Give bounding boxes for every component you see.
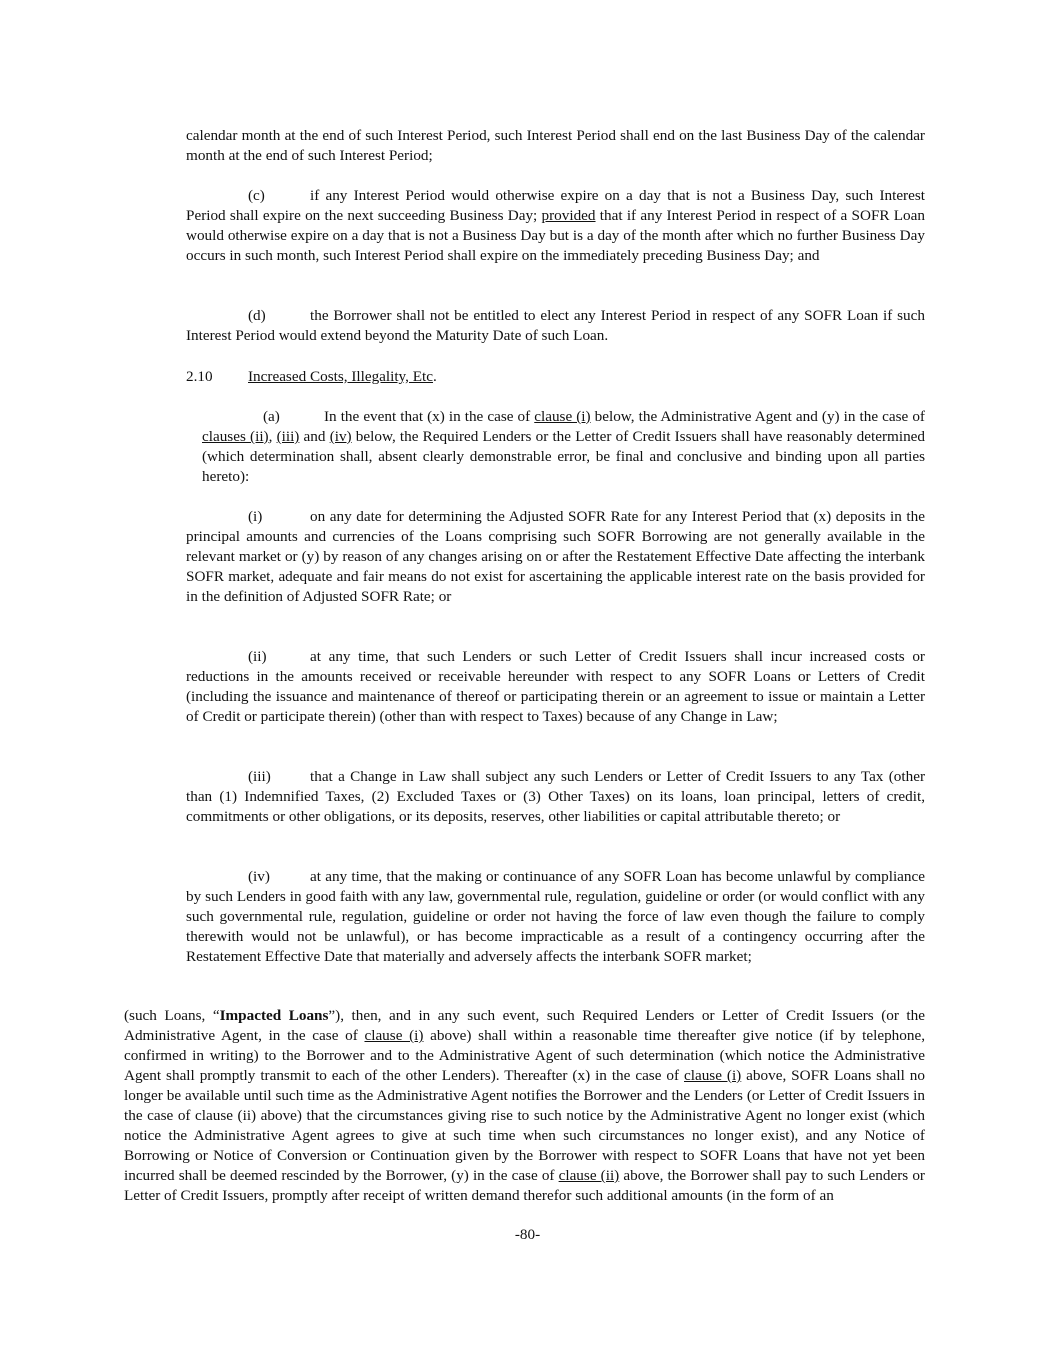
clause-a-label: (a) (263, 408, 280, 425)
clause-c-label: (c) (248, 187, 265, 204)
clause-i-label: (i) (248, 508, 263, 525)
clause-i: (i) on any date for determining the Adjusted SOFR Rate for any Interest Period that (x) deposits in the principal amounts and currencies of the Loans comprising such SOFR Borrowing are not generally available in the relevant market or (y) by reason of any changes arising on or after the Restatement Effective Date affecting the interbank SOFR market, adequate and fair means do not exist for ascertaining the applicable interest rate on the basis provided for in the definition of Adjusted SOFR Rate; or (186, 508, 925, 605)
clause-ii: (ii) at any time, that such Lenders or such Letter of Credit Issuers shall incur increased costs or reductions in the amounts received or receivable hereunder with respect to any SOFR Loans or Letters of Credit (including the issuance and maintenance of thereof or participating therein or an agreement to issue or maintain a Letter of Credit or participate therein) (other than with respect to Taxes) because of any Change in Law; (186, 648, 925, 725)
clause-a: (a) In the event that (x) in the case of clause (i) below, the Administrative Agent and (y) in the case of clauses (ii), (iii) and (iv) below, the Required Lenders or the Letter of Credit Issuers shall have reasonably determined (which determination shall, absent clearly demonstrable error, be final and conclusive and binding upon all parties hereto): (202, 408, 925, 485)
xref-clause-i: clause (i) (534, 408, 591, 425)
section-heading: 2.10 Increased Costs, Illegality, Etc. (186, 368, 437, 385)
clause-d: (d) the Borrower shall not be entitled to elect any Interest Period in respect of any SOFR Loan if such Interest Period would extend beyond the Maturity Date of such Loan. (186, 307, 925, 344)
provided-term: provided (541, 207, 596, 224)
xref-clause-iii: (iii) (276, 428, 300, 445)
xref-clause-i: clause (i) (364, 1027, 424, 1044)
impacted-loans-term: Impacted Loans (219, 1007, 329, 1024)
page-number: -80- (514, 1226, 541, 1243)
continued-paragraph-text: calendar month at the end of such Interest Period, such Interest Period shall end on the last Business Day of the calendar month at the end of such Interest Period; (186, 127, 925, 164)
section-title: Increased Costs, Illegality, Etc (248, 368, 434, 385)
section-number: 2.10 (186, 368, 213, 385)
clause-ii-label: (ii) (248, 648, 267, 665)
clause-iii: (iii) that a Change in Law shall subject any such Lenders or Letter of Credit Issuers to any Tax (other than (1) Indemnified Taxes, (2) Excluded Taxes or (3) Other Taxes) on its loans, loan principal, letters of credit, commitments or other obligations, or its deposits, reserves, other liabilities or capital attributable thereto; or (186, 768, 925, 825)
clause-iv: (iv) at any time, that the making or continuance of any SOFR Loan has become unlawful by compliance by such Lenders in good faith with any law, governmental rule, regulation, guideline or order (or would conflict with any such governmental rule, regulation, guideline or order not having the force of law even though the failure to comply therewith would not be unlawful), or has become impracticable as a result of a contingency occurring after the Restatement Effective Date that materially and adversely affects the interbank SOFR market; (186, 868, 925, 965)
xref-clause-ii: clause (ii) (558, 1167, 620, 1184)
clause-c: (c) if any Interest Period would otherwise expire on a day that is not a Business Day, such Interest Period shall expire on the next succeeding Business Day; provided that if any Interest Period in respect of a SOFR Loan would otherwise expire on a day that is not a Business Day but is a day of the month after which no further Business Day occurs in such month, such Interest Period shall expire on the immediately preceding Business Day; and (186, 187, 925, 264)
xref-clause-iv: (iv) (329, 428, 352, 445)
closing-paragraph: (such Loans, “Impacted Loans”), then, and in any such event, such Required Lenders or Letter of Credit Issuers (or the Administrative Agent, in the case of clause (i) above) shall within a reasonable time thereafter give notice (if by telephone, confirmed in writing) to the Borrower and to the Administrative Agent of such determination (which notice the Administrative Agent shall promptly transmit to each of the other Lenders). Thereafter (x) in the case of clause (i) above, SOFR Loans shall no longer be available until such time as the Administrative Agent notifies the Borrower and the Lenders (or Letter of Credit Issuers in the case of clause (ii) above) that the circumstances giving rise to such notice by the Administrative Agent no longer exist (which notice the Administrative Agent agrees to give at such time when such circumstances no longer exist), and any Notice of Borrowing or Notice of Conversion or Continuation given by the Borrower with respect to SOFR Loans that have not yet been incurred shall be deemed rescinded by the Borrower, (y) in the case of clause (ii) above, the Borrower shall pay to such Lenders or Letter of Credit Issuers, promptly after receipt of written demand therefor such additional amounts (in the form of an (124, 1007, 926, 1204)
continued-paragraph (186, 126, 925, 166)
xref-clause-i: clause (i) (684, 1067, 742, 1084)
clause-d-label: (d) (248, 307, 266, 324)
clause-iii-label: (iii) (248, 768, 271, 785)
xref-clauses-ii: clauses (ii) (202, 428, 269, 445)
clause-iv-label: (iv) (248, 868, 270, 885)
